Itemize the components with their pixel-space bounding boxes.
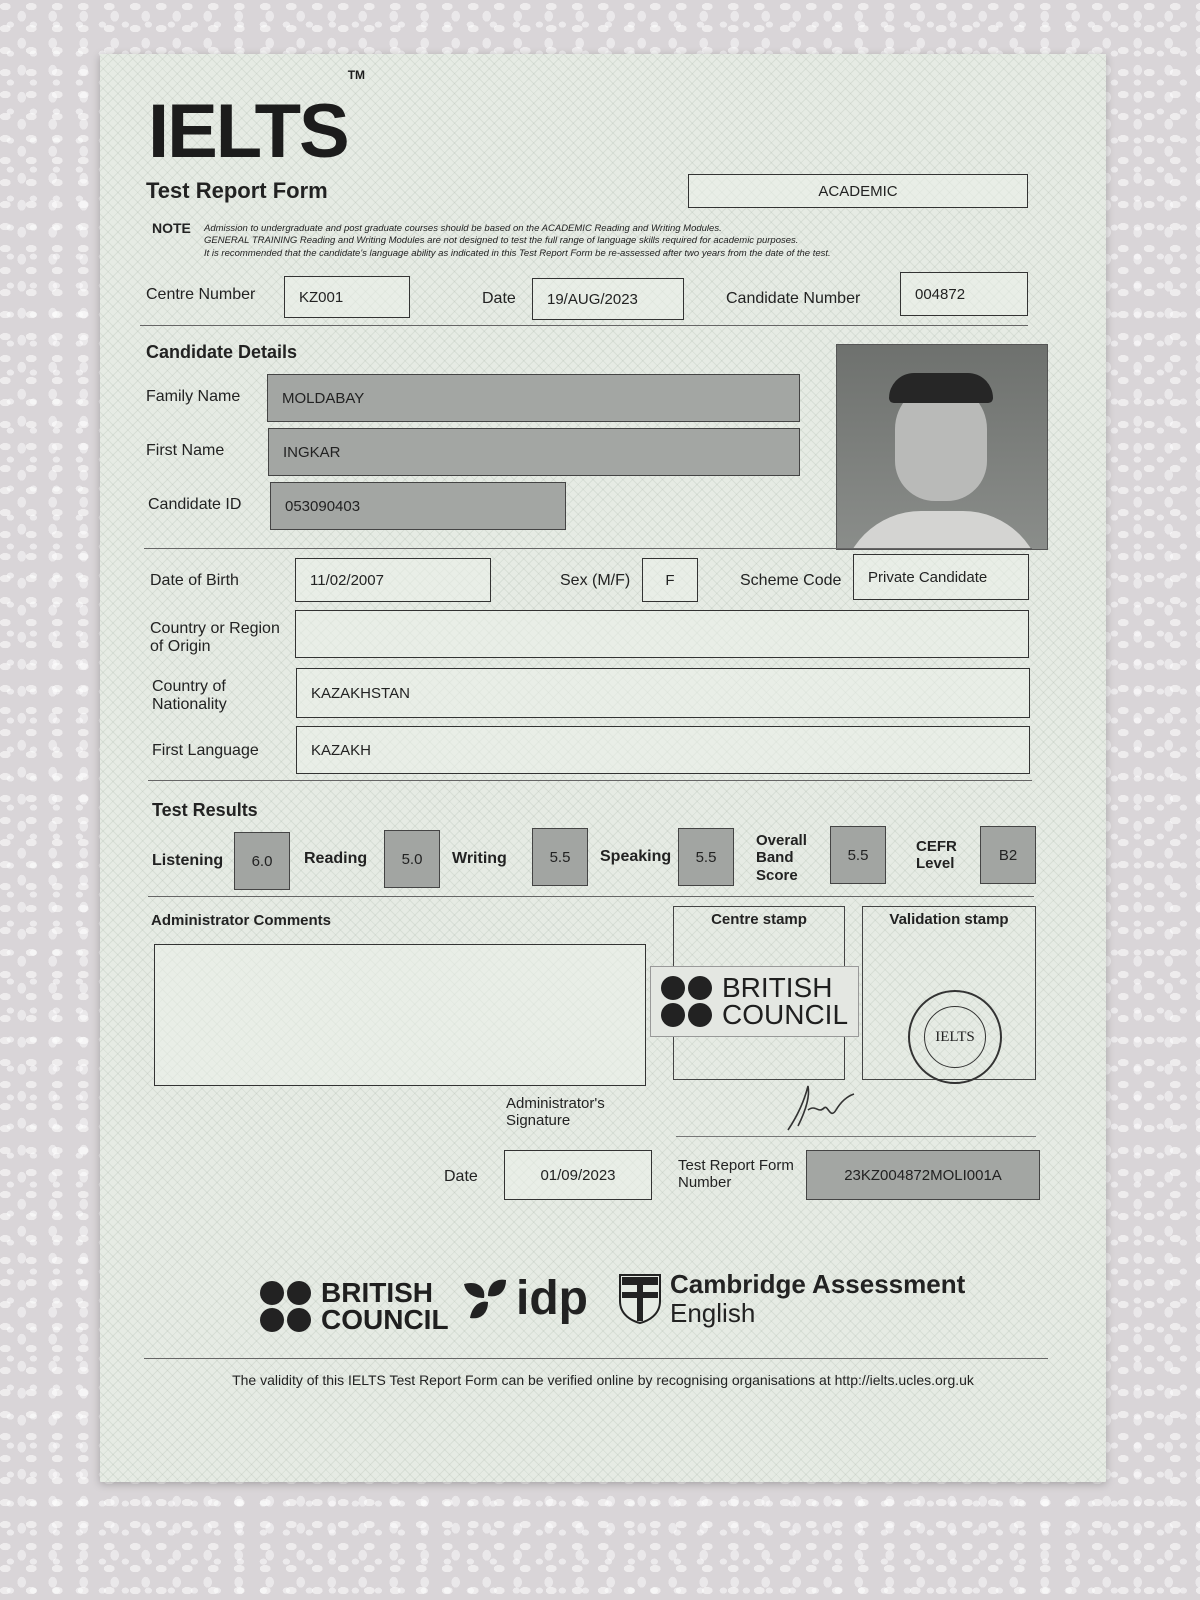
- nationality-field: KAZAKHSTAN: [296, 668, 1030, 718]
- scheme-code-field: Private Candidate: [853, 554, 1029, 600]
- listening-label: Listening: [152, 852, 224, 869]
- divider: [148, 780, 1032, 781]
- candidate-details-heading: Candidate Details: [146, 342, 298, 362]
- ielts-logo: IELTS™: [148, 67, 366, 174]
- british-council-dots-icon: [260, 1281, 311, 1332]
- trf-number-field: 23KZ004872MOLI001A: [806, 1150, 1040, 1200]
- divider: [144, 1358, 1048, 1359]
- test-report-form: [100, 54, 1106, 1482]
- divider: [140, 325, 1028, 326]
- signature-label: Administrator's Signature: [506, 1095, 605, 1129]
- centre-number-field: KZ001: [284, 276, 410, 318]
- speaking-label: Speaking: [600, 848, 672, 865]
- cambridge-logo: Cambridge Assessment English: [618, 1270, 965, 1327]
- trf-number-label: Test Report Form Number: [678, 1157, 794, 1191]
- british-council-dots-icon: [661, 976, 712, 1027]
- dob-field: 11/02/2007: [295, 558, 491, 602]
- writing-score: 5.5: [532, 828, 588, 886]
- reading-score: 5.0: [384, 830, 440, 888]
- first-name-field: INGKAR: [268, 428, 800, 476]
- date-label: Date: [482, 290, 516, 307]
- form-title: Test Report Form: [146, 178, 328, 203]
- centre-stamp-box: Centre stamp: [673, 906, 845, 1080]
- first-name-label: First Name: [146, 442, 225, 459]
- idp-leaf-icon: [460, 1274, 510, 1324]
- overall-band-label: Overall Band Score: [756, 832, 807, 884]
- cambridge-shield-icon: [618, 1273, 662, 1325]
- note-heading: NOTE: [152, 220, 191, 236]
- centre-stamp: BRITISH COUNCIL: [650, 966, 859, 1037]
- validation-stamp: IELTS: [908, 990, 1002, 1084]
- reading-label: Reading: [304, 850, 368, 867]
- first-language-field: KAZAKH: [296, 726, 1030, 774]
- nationality-label: Country of Nationality: [152, 678, 227, 713]
- listening-score: 6.0: [234, 832, 290, 890]
- origin-field: [295, 610, 1029, 658]
- scheme-code-label: Scheme Code: [740, 572, 842, 589]
- british-council-logo: BRITISH COUNCIL: [260, 1280, 449, 1333]
- candidate-number-label: Candidate Number: [726, 290, 861, 307]
- writing-label: Writing: [452, 850, 507, 867]
- test-results-heading: Test Results: [152, 800, 258, 820]
- sex-label: Sex (M/F): [560, 572, 631, 589]
- validation-stamp-box: Validation stamp: [862, 906, 1036, 1080]
- first-language-label: First Language: [152, 742, 259, 759]
- cefr-level-label: CEFR Level: [916, 838, 957, 873]
- dob-label: Date of Birth: [150, 572, 239, 589]
- speaking-score: 5.5: [678, 828, 734, 886]
- origin-label: Country or Region of Origin: [150, 620, 280, 655]
- overall-band-score: 5.5: [830, 826, 886, 884]
- module-field: ACADEMIC: [688, 174, 1028, 208]
- candidate-number-field: 004872: [900, 272, 1028, 316]
- candidate-id-field: 053090403: [270, 482, 566, 530]
- divider: [148, 896, 1034, 897]
- divider: [144, 548, 1032, 549]
- cefr-level: B2: [980, 826, 1036, 884]
- note-text: Admission to undergraduate and post graduate courses should be based on the ACADEMIC Reading and Writing Modules. GENERAL TRAINING Reading and Writing Modules are not designed to test the full range of language skills required for academic purposes. It is recommended that the candidate's language ability as indicated in this Test Report Form be re-assessed after two years from the date of the test.: [204, 223, 831, 259]
- test-date-field: 19/AUG/2023: [532, 278, 684, 320]
- candidate-id-label: Candidate ID: [148, 496, 242, 513]
- idp-logo: idp: [460, 1274, 588, 1324]
- family-name-field: MOLDABAY: [267, 374, 800, 422]
- admin-comments-label: Administrator Comments: [151, 912, 332, 929]
- signature-line: [676, 1136, 1036, 1137]
- family-name-label: Family Name: [146, 388, 241, 405]
- candidate-photo: [836, 344, 1048, 550]
- issue-date-label: Date: [444, 1168, 478, 1185]
- centre-number-label: Centre Number: [146, 286, 256, 303]
- verification-note: The validity of this IELTS Test Report Form can be verified online by recognising organisations at http://ielts.ucles.org.uk: [232, 1372, 974, 1388]
- sex-field: F: [642, 558, 698, 602]
- issue-date-field: 01/09/2023: [504, 1150, 652, 1200]
- admin-comments-box: [154, 944, 646, 1086]
- administrator-signature: [784, 1080, 864, 1136]
